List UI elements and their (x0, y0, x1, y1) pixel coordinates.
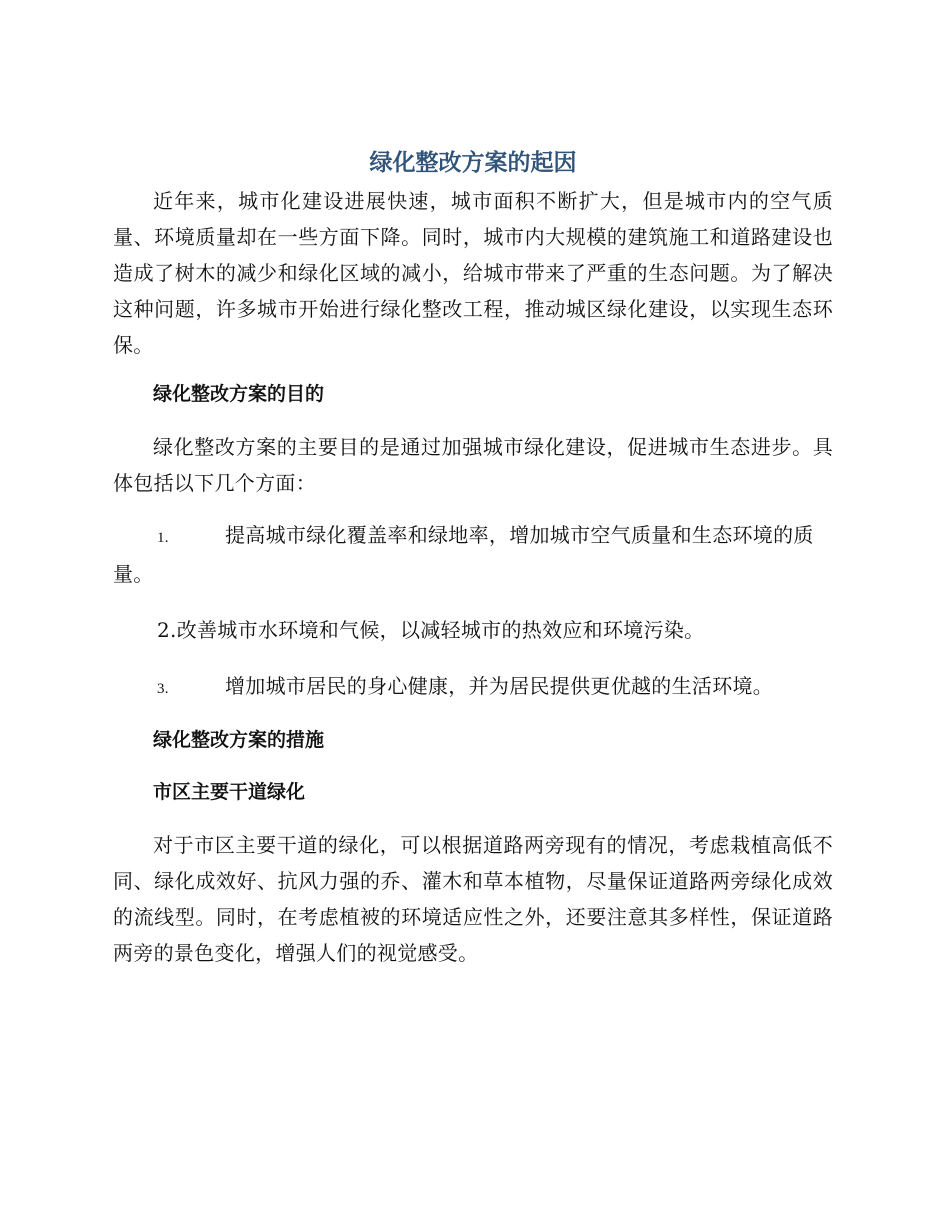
list-item-text: 改善城市水环境和气候，以减轻城市的热效应和环境污染。 (176, 618, 705, 642)
measures-subheading: 市区主要干道绿化 (153, 781, 306, 803)
intro-paragraph: 近年来，城市化建设进展快速，城市面积不断扩大，但是城市内的空气质量、环境质量却在一些方面下降。同时，城市内大规模的建筑施工和道路建设也造成了树木的减少和绿化区域的减小，给城市带来了严重的生态问题。为了解决这种问题，许多城市开始进行绿化整改工程，推动城区绿化建设，以实现生态环保。 (113, 189, 833, 357)
measures-paragraph: 对于市区主要干道的绿化，可以根据道路两旁现有的情况，考虑栽植高低不同、绿化成效好、抗风力强的乔、灌木和草本植物，尽量保证道路两旁绿化成效的流线型。同时，在考虑植被的环境适应性之外，还要注意其多样性，保证道路两旁的景色变化，增强人们的视觉感受。 (113, 833, 833, 965)
list-item-text: 增加城市居民的身心健康，并为居民提供更优越的生活环境。 (225, 674, 774, 698)
purpose-heading: 绿化整改方案的目的 (153, 383, 325, 405)
measures-heading: 绿化整改方案的措施 (153, 729, 325, 751)
list-number: 1. (157, 530, 169, 546)
purpose-paragraph: 绿化整改方案的主要目的是通过加强城市绿化建设，促进城市生态进步。具体包括以下几个方面： (113, 435, 833, 495)
document-page (113, 145, 833, 971)
list-number: 3. (157, 681, 169, 697)
purpose-list-item-1 (113, 517, 833, 592)
purpose-list-item-3 (113, 668, 833, 707)
list-number: 2. (157, 618, 177, 642)
document-title: 绿化整改方案的起因 (369, 150, 577, 176)
list-item-text: 提高城市绿化覆盖率和绿地率，增加城市空气质量和生态环境的质量。 (113, 523, 814, 586)
purpose-list-item-2 (113, 612, 833, 648)
